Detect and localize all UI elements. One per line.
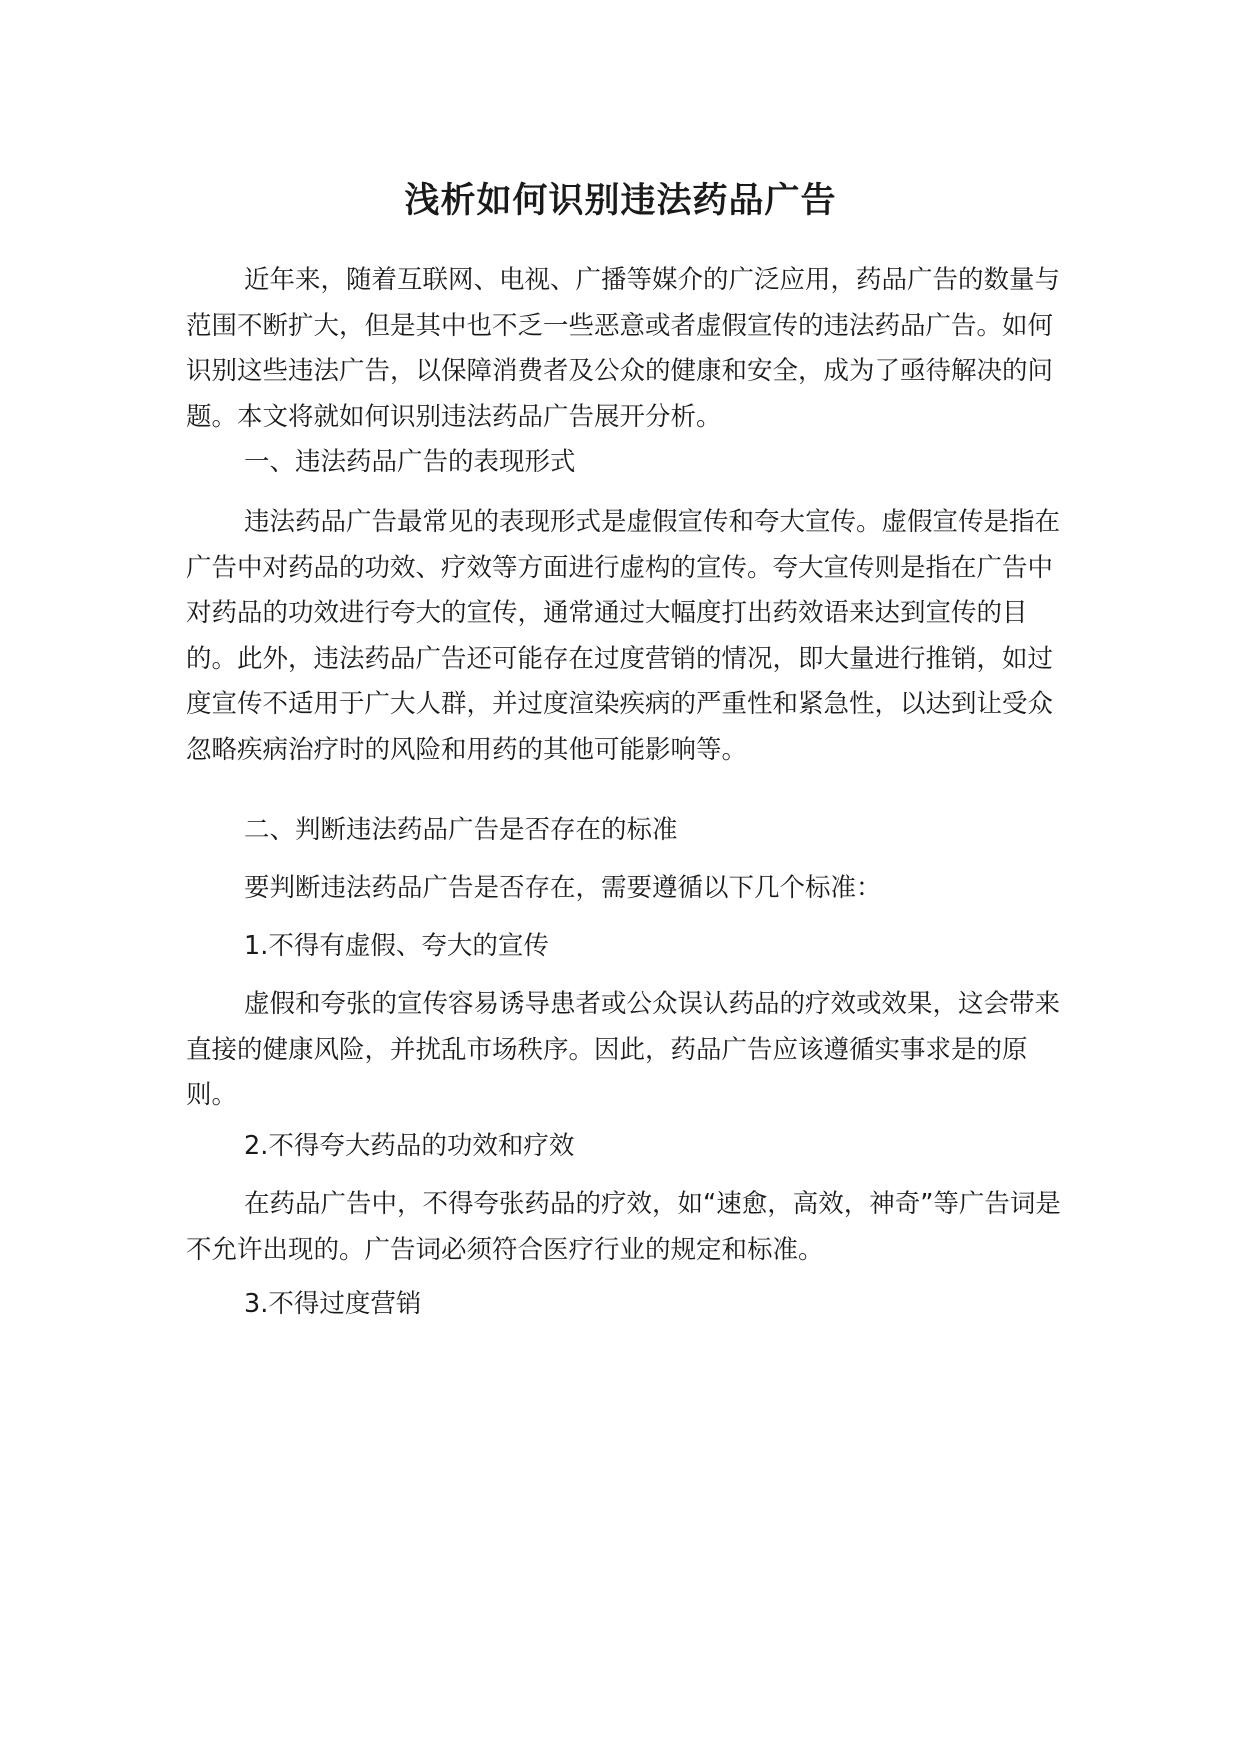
criterion-heading-2: 2.不得夸大药品的功效和疗效 xyxy=(244,1131,575,1161)
paragraph-criteria-intro: 要判断违法药品广告是否存在，需要遵循以下几个标准： xyxy=(244,873,882,903)
paragraph-criterion-1: 虚假和夸张的宣传容易诱导患者或公众误认药品的疗效或效果，这会带来直接的健康风险，并扰乱市场秩序。因此，药品广告应该遵循实事求是的原则。 xyxy=(186,989,1061,1110)
paragraph-criterion-2: 在药品广告中，不得夸张药品的疗效，如“速愈，高效，神奇”等广告词是不允许出现的。广告词必须符合医疗行业的规定和标准。 xyxy=(186,1189,1061,1265)
criterion-heading-1: 1.不得有虚假、夸大的宣传 xyxy=(244,931,549,961)
document-title: 浅析如何识别违法药品广告 xyxy=(404,181,837,221)
section-heading-2: 二、判断违法药品广告是否存在的标准 xyxy=(244,815,678,845)
paragraph-forms: 违法药品广告最常见的表现形式是虚假宣传和夸大宣传。虚假宣传是指在广告中对药品的功效、疗效等方面进行虚构的宣传。夸大宣传则是指在广告中对药品的功效进行夸大的宣传，通常通过大幅度打出药效语来达到宣传的目的。此外，违法药品广告还可能存在过度营销的情况，即大量进行推销，如过度宣传不适用于广大人群，并过度渲染疾病的严重性和紧急性，以达到让受众忽略疾病治疗时的风险和用药的其他可能影响等。 xyxy=(186,507,1061,765)
section-heading-1: 一、违法药品广告的表现形式 xyxy=(244,447,576,477)
paragraph-intro: 近年来，随着互联网、电视、广播等媒介的广泛应用，药品广告的数量与范围不断扩大，但是其中也不乏一些恶意或者虚假宣传的违法药品广告。如何识别这些违法广告，以保障消费者及公众的健康和安全，成为了亟待解决的问题。本文将就如何识别违法药品广告展开分析。 xyxy=(186,265,1061,432)
criterion-heading-3: 3.不得过度营销 xyxy=(244,1289,422,1319)
